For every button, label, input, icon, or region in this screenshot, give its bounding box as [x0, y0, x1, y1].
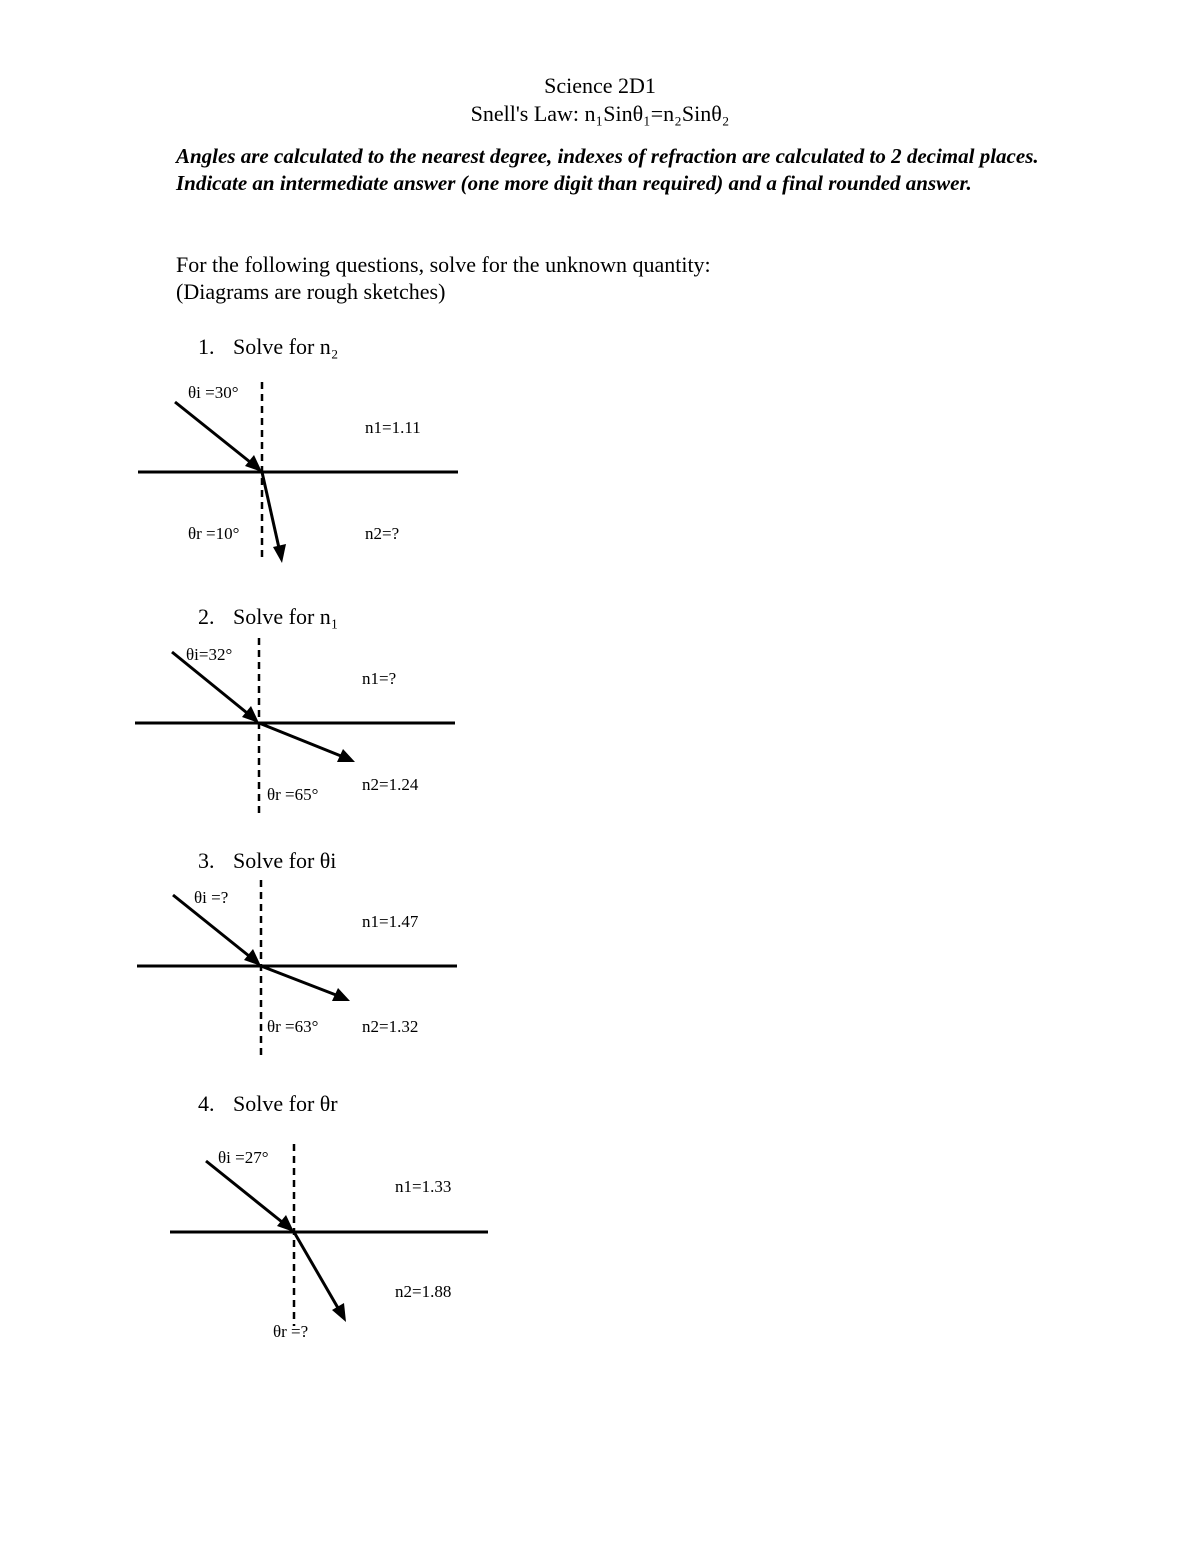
- incident-arrowhead: [245, 455, 262, 472]
- intro-line-2: (Diagrams are rough sketches): [176, 279, 446, 304]
- theta-r-label: θr =63°: [267, 1017, 319, 1036]
- refraction-diagram-4: [0, 1138, 600, 1348]
- refraction-diagram-1: [0, 370, 600, 580]
- incident-arrowhead: [244, 949, 261, 966]
- theta-i-label: θi =?: [194, 888, 229, 907]
- instructions: Angles are calculated to the nearest degree, indexes of refraction are calculated to 2 decimal places. Indicate an intermediate answer (one more digit than required) and a final rounded answer.: [176, 144, 1039, 195]
- question-prompt: Solve for θi: [233, 848, 337, 873]
- n1-label: n1=1.33: [395, 1177, 452, 1196]
- question-number: 4.: [198, 1091, 215, 1116]
- refracted-arrowhead: [332, 1303, 346, 1322]
- theta-r-label: θr =?: [273, 1322, 309, 1341]
- question-3-title: [198, 848, 336, 874]
- refraction-diagram-2: [0, 630, 600, 820]
- refracted-ray: [259, 723, 341, 756]
- refracted-ray: [261, 966, 336, 995]
- question-2-title: [198, 604, 338, 630]
- theta-i-label: θi =27°: [218, 1148, 269, 1167]
- question-1-title: [198, 334, 338, 360]
- question-prompt: Solve for θr: [233, 1091, 338, 1116]
- n1-label: n1=1.11: [365, 418, 421, 437]
- refraction-diagram-3: [0, 874, 600, 1064]
- question-prompt: Solve for n₁: [233, 604, 339, 629]
- question-4-title: [198, 1091, 338, 1117]
- refracted-arrowhead: [273, 544, 286, 563]
- n2-label: n2=1.32: [362, 1017, 419, 1036]
- n1-label: n1=?: [362, 669, 397, 688]
- theta-r-label: θr =65°: [267, 785, 319, 804]
- refracted-ray: [262, 472, 279, 548]
- incident-ray: [175, 402, 255, 466]
- theta-i-label: θi=32°: [186, 645, 233, 664]
- refracted-ray: [294, 1232, 338, 1308]
- question-number: 2.: [198, 604, 215, 629]
- intro-line-1: For the following questions, solve for the unknown quantity:: [176, 252, 711, 277]
- n2-label: n2=1.88: [395, 1282, 452, 1301]
- question-prompt: Solve for n₂: [233, 334, 339, 359]
- course-title: Science 2D1: [544, 73, 656, 98]
- n1-label: n1=1.47: [362, 912, 419, 931]
- incident-arrowhead: [242, 706, 259, 723]
- question-number: 1.: [198, 334, 215, 359]
- n2-label: n2=1.24: [362, 775, 419, 794]
- theta-r-label: θr =10°: [188, 524, 240, 543]
- incident-arrowhead: [277, 1215, 294, 1232]
- n2-label: n2=?: [365, 524, 400, 543]
- theta-i-label: θi =30°: [188, 383, 239, 402]
- snells-law-equation: Snell's Law: n₁Sinθ₁=n₂Sinθ₂: [470, 101, 730, 126]
- question-number: 3.: [198, 848, 215, 873]
- incident-ray: [206, 1161, 287, 1226]
